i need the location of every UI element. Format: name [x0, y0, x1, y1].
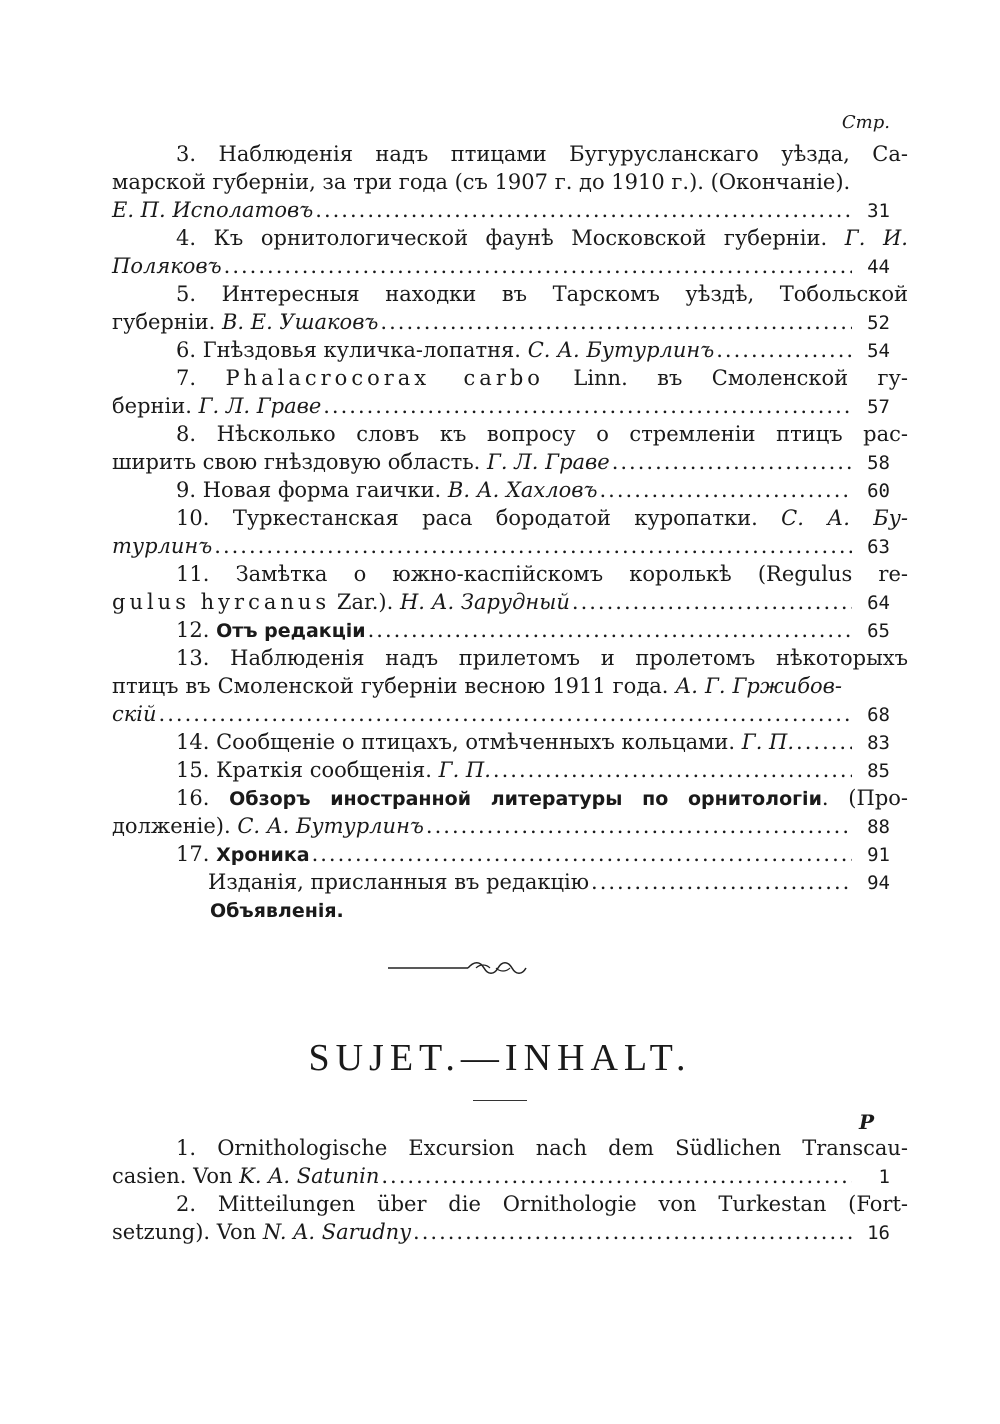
toc-entry: 16. Обзоръ иностранной литературы по орнитологіи. (Про- долженіе). С. А. Бутурлинъ ..... 88: [112, 784, 890, 840]
toc-entry: 2. Mitteilungen über die Ornithologie von Turkestan (Fort- setzung). Von N. A. Sarudny ..... 16: [112, 1190, 890, 1246]
toc-entry: 10. Туркестанская раса бородатой куропатки. С. А. Бу- турлинъ ..... 63: [112, 504, 890, 560]
toc-entry: 15. Краткія сообщенія. Г. П. ..... 85: [112, 756, 890, 784]
toc-entry: 13. Наблюденія надъ прилетомъ и пролетомъ нѣкоторыхъ птицъ въ Смоленской губерніи весною 1911 года. А. Г. Гржибов- скій ..... 68: [112, 644, 890, 728]
toc-entry: 7. Phalacrocorax carbo Linn. въ Смоленской гу- берніи. Г. Л. Граве ..... 57: [112, 364, 890, 420]
toc-entry: 9. Новая форма гаички. В. А. Хахловъ ..... 60: [112, 476, 890, 504]
toc-entry: 14. Сообщеніе о птицахъ, отмѣченныхъ кольцами. Г. П. ..... 83: [112, 728, 890, 756]
short-rule: [473, 1100, 527, 1101]
toc-russian: [112, 140, 908, 924]
toc-entry: 3. Наблюденія надъ птицами Бугурусланскаго уѣзда, Са- марской губерніи, за три года (съ 1907 г. до 1910 г.). (Окончаніе). Е. П. Исполатовъ ..... 31: [112, 140, 890, 224]
toc-entry: 11. Замѣтка о южно-каспійскомъ королькѣ (Regulus re- gulus hyrcanus Zar.). Н. А. Зарудный ..... 64: [112, 560, 890, 616]
toc-entry: 5. Интересныя находки въ Тарскомъ уѣздѣ, Тобольской губерніи. В. Е. Ушаковъ ..... 52: [112, 280, 890, 336]
toc-entry: Объявленія.: [210, 900, 344, 922]
toc-entry: 17. Хроника ..... 91: [112, 840, 890, 868]
toc-entry: 12. Отъ редакціи ..... 65: [112, 616, 890, 644]
toc-entry: 4. Къ орнитологической фаунѣ Московской губерніи. Г. И. Поляковъ ..... 44: [112, 224, 890, 280]
toc-entry: 6. Гнѣздовья куличка-лопатня. С. А. Бутурлинъ ..... 54: [112, 336, 890, 364]
page-column-label-p: P: [858, 1110, 874, 1134]
toc-entry: Изданія, присланныя въ редакцію ..... 94: [112, 868, 890, 896]
ornament-divider: [388, 958, 528, 978]
toc-german: [112, 1134, 908, 1246]
toc-entry: 8. Нѣсколько словъ къ вопросу о стремленіи птицъ рас- ширить свою гнѣздовую область. Г. Л. Граве ..... 58: [112, 420, 890, 476]
page-column-label: Стр.: [841, 112, 890, 133]
section-title: SUJET.—INHALT.: [308, 1037, 692, 1079]
toc-entry: 1. Ornithologische Excursion nach dem Südlichen Transcau- casien. Von K. A. Satunin ..... 1: [112, 1134, 890, 1190]
